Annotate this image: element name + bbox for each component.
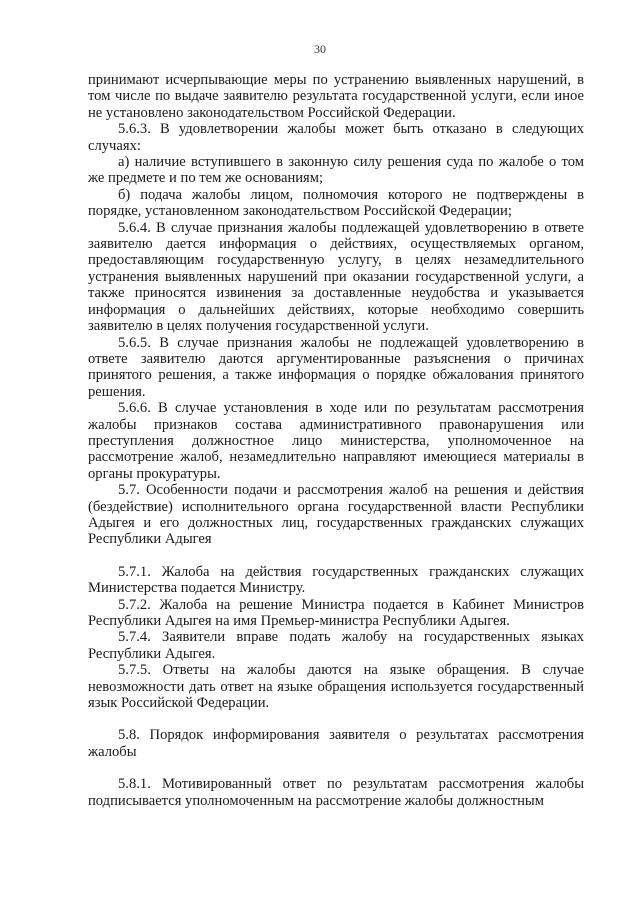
paragraph-5-7-5: 5.7.5. Ответы на жалобы даются на языке обращения. В случае невозможности дать ответ на языке обращения используется государственный язык Российской Федерации. — [88, 662, 584, 712]
paragraph-5-8-1: 5.8.1. Мотивированный ответ по результатам рассмотрения жалобы подписывается уполномоченным на рассмотрение жалобы должностным — [88, 776, 584, 809]
paragraph-5-6-3-a: а) наличие вступившего в законную силу решения суда по жалобе о том же предмете и по тем же основаниям; — [88, 154, 584, 187]
paragraph-5-6-5: 5.6.5. В случае признания жалобы не подлежащей удовлетворению в ответе заявителю даются аргументированные разъяснения о причинах принятого решения, а также информация о порядке обжалования принятого решения. — [88, 334, 584, 400]
paragraph-5-7-2: 5.7.2. Жалоба на решение Министра подается в Кабинет Министров Республики Адыгея на имя Премьер-министра Республики Адыгея. — [88, 596, 584, 629]
spacer — [88, 548, 584, 564]
paragraph-5-7-4: 5.7.4. Заявители вправе подать жалобу на государственных языках Республики Адыгея. — [88, 629, 584, 662]
paragraph-continuation: принимают исчерпывающие меры по устранению выявленных нарушений, в том числе по выдаче заявителю результата государственной услуги, если иное не установлено законодательством Российской Федерации. — [88, 72, 584, 121]
paragraph-5-6-3-b: б) подача жалобы лицом, полномочия которого не подтверждены в порядке, установленном законодательством Российской Федерации; — [88, 186, 584, 220]
section-heading-5-7: 5.7. Особенности подачи и рассмотрения жалоб на решения и действия (бездействие) исполнительного органа государственной власти Республики Адыгея и его должностных лиц, государственных гражданских служащих Республики Адыгея — [88, 482, 584, 548]
section-heading-5-8: 5.8. Порядок информирования заявителя о результатах рассмотрения жалобы — [88, 727, 584, 760]
spacer — [88, 760, 584, 776]
spacer — [88, 711, 584, 727]
paragraph-5-6-6: 5.6.6. В случае установления в ходе или по результатам рассмотрения жалобы признаков состава административного правонарушения или преступления должностное лицо министерства, уполномоченное на рассмотрение жалоб, незамедлительно направляют имеющиеся материалы в органы прокуратуры. — [88, 400, 584, 482]
document-body — [88, 72, 584, 809]
paragraph-5-6-4: 5.6.4. В случае признания жалобы подлежащей удовлетворению в ответе заявителю дается информация о действиях, осуществляемых органом, предоставляющим государственную услугу, в целях незамедлительного устранения выявленных нарушений при оказании государственной услуги, а также приносятся извинения за доставленные неудобства и указывается информация о дальнейших действиях, которые необходимо совершить заявителю в целях получения государственной услуги. — [88, 219, 584, 335]
paragraph-5-6-3: 5.6.3. В удовлетворении жалобы может быть отказано в следующих случаях: — [88, 121, 584, 154]
page-number: 30 — [314, 42, 326, 56]
paragraph-5-7-1: 5.7.1. Жалоба на действия государственных гражданских служащих Министерства подается Министру. — [88, 563, 584, 597]
